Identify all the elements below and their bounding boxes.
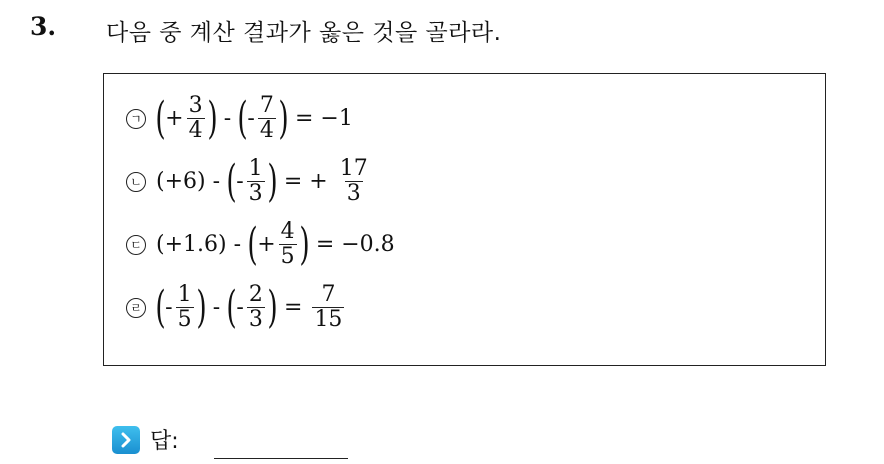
chevron-right-icon — [112, 426, 140, 454]
choice-mark-4: ㄹ — [126, 298, 146, 318]
choice-mark-2: ㄴ — [126, 172, 146, 192]
choice-row-2: ㄴ (+6) - ( - $\frac{1}{3}$ ) = + $\frac{17}{3}$ — [126, 157, 373, 206]
answer-label: 답: — [150, 429, 179, 454]
choice-mark-1: ㄱ — [126, 109, 146, 129]
choice-mark-3: ㄷ — [126, 235, 146, 255]
fraction: $\frac{2}{3}$ — [248, 282, 263, 332]
fraction: $\frac{7}{15}$ — [314, 282, 343, 332]
fraction: $\frac{3}{4}$ — [188, 93, 203, 143]
fraction: $\frac{1}{5}$ — [177, 282, 192, 332]
choices-box — [103, 73, 826, 366]
choice-row-3: ㄷ (+1.6) - ( + $\frac{4}{5}$ ) = −0.8 — [126, 220, 402, 269]
fraction: $\frac{1}{3}$ — [248, 156, 263, 206]
answer-area — [112, 424, 179, 455]
answer-blank[interactable] — [214, 458, 348, 459]
fraction: $\frac{4}{5}$ — [280, 219, 295, 269]
fraction: $\frac{17}{3}$ — [339, 156, 368, 206]
fraction: $\frac{7}{4}$ — [259, 93, 274, 143]
choice-row-4: ㄹ ( - $\frac{1}{5}$ ) - ( - $\frac{2}{3}$ ) = $\frac{7}{15}$ — [126, 283, 347, 332]
choice-row-1: ㄱ ( + $\frac{3}{4}$ ) - ( - $\frac{7}{4}$ ) = −1 — [126, 94, 360, 143]
question-text: 다음 중 계산 결과가 옳은 것을 골라라. — [106, 20, 502, 46]
question-number: 3. — [30, 12, 57, 41]
